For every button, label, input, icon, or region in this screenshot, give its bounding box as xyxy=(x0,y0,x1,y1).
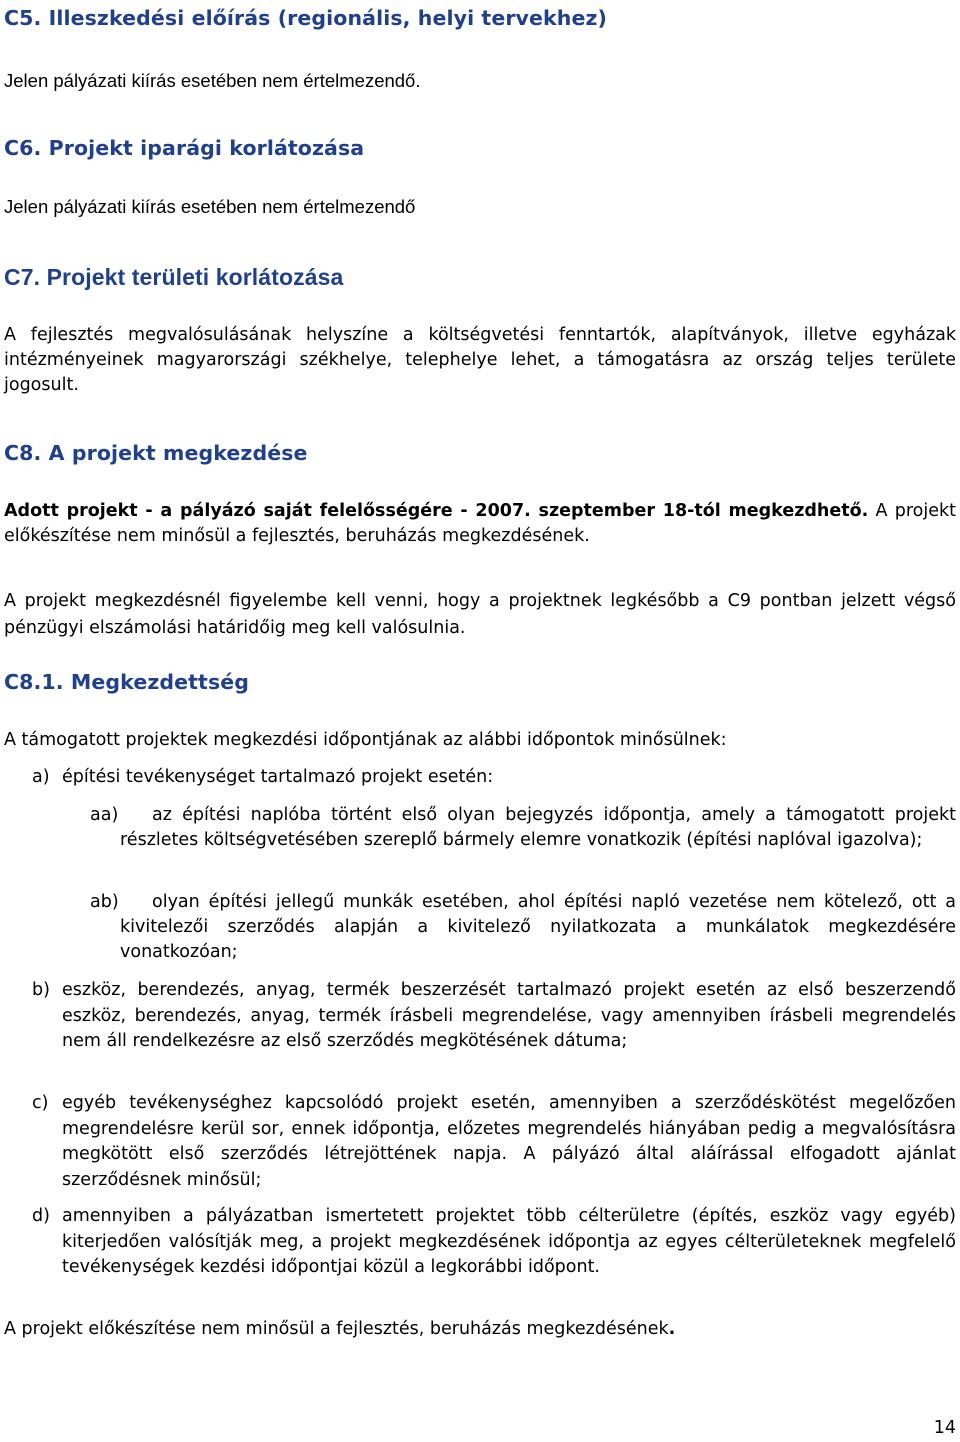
list-label: c) xyxy=(32,1093,49,1113)
c8-rest-statement: A projekt előkészítése nem minősül a fejlesztés, beruházás megkezdésének. xyxy=(4,501,956,546)
list-label: b) xyxy=(32,980,50,1000)
c81-closing xyxy=(4,1317,956,1342)
list-item-a xyxy=(32,765,956,790)
c81-intro: A támogatott projektek megkezdési időpontjának az alábbi időpontok minősülnek: xyxy=(4,730,727,750)
heading-c7: C7. Projekt területi korlátozása xyxy=(4,264,344,290)
list-text: az építési naplóba történt első olyan bejegyzés időpontja, amely a támogatott projekt részletes költségvetésében szereplő bármely elemre vonatkozik (építési naplóval igazolva); xyxy=(120,805,956,850)
list-text: amennyiben a pályázatban ismertetett projektet több célterületre (építés, eszköz vagy egyéb) kiterjedően valósítják meg, a projekt megkezdésének időpontja az egyes célterületeknek megfelelő tevékenységek kezdési időpontjai közül a legkorábbi időpont. xyxy=(62,1206,956,1277)
list-text: építési tevékenységet tartalmazó projekt esetén: xyxy=(62,767,494,787)
c81-closing-text: A projekt előkészítése nem minősül a fejlesztés, beruházás megkezdésének xyxy=(4,1319,669,1339)
c8-bold-statement: Adott projekt - a pályázó saját felelősségére - 2007. szeptember 18-tól megkezdhető. xyxy=(4,501,869,521)
c81-closing-dot: . xyxy=(668,1319,676,1339)
c8-text2: A projekt megkezdésnél figyelembe kell venni, hogy a projektnek legkésőbb a C9 pontban jelzett végső pénzügyi elszámolási határidőig meg kell valósulnia. xyxy=(4,591,956,638)
heading-c8: C8. A projekt megkezdése xyxy=(4,441,308,465)
heading-c5: C5. Illeszkedési előírás (regionális, helyi tervekhez) xyxy=(4,6,607,30)
list-item-aa xyxy=(90,803,956,853)
list-text: olyan építési jellegű munkák esetében, ahol építési napló vezetése nem kötelező, ott a kivitelezői szerződés alapján a kivitelező nyilatkozata a munkálatok megkezdésére vonatkozóan; xyxy=(120,892,956,962)
list-item-b xyxy=(32,978,956,1055)
list-text: eszköz, berendezés, anyag, termék beszerzését tartalmazó projekt esetén az első beszerzendő eszköz, berendezés, anyag, termék írásbeli megrendelése, vagy amennyiben írásbeli megrendelés nem áll rendelkezésre az első szerződés megkötésének dátuma; xyxy=(62,980,956,1051)
list-item-d xyxy=(32,1204,956,1281)
list-label: a) xyxy=(32,767,50,787)
list-label: d) xyxy=(32,1206,50,1226)
list-text: egyéb tevékenységhez kapcsolódó projekt esetén, amennyiben a szerződéskötést megelőzően megrendelésre kerül sor, ennek időpontja, előzetes megrendelés hiányában pedig a megvalósításra megkötött első szerződés létrejöttének napja. A pályázó által aláírással elfogadott ajánlat szerződésnek minősül; xyxy=(62,1093,956,1190)
heading-c6: C6. Projekt iparági korlátozása xyxy=(4,136,365,160)
c8-paragraph xyxy=(4,499,956,549)
c6-text: Jelen pályázati kiírás esetében nem értelmezendő xyxy=(4,196,416,217)
list-item-c xyxy=(32,1091,956,1193)
list-item-ab xyxy=(90,890,956,965)
page-number: 14 xyxy=(933,1418,956,1438)
list-label: aa) xyxy=(90,805,119,825)
list-label: ab) xyxy=(90,892,119,912)
heading-c81: C8.1. Megkezdettség xyxy=(4,670,250,694)
c7-text: A fejlesztés megvalósulásának helyszíne a költségvetési fenntartók, alapítványok, illetve egyházak intézményeinek magyarországi székhelye, telephelye lehet, a támogatásra az ország teljes területe jogosult. xyxy=(4,325,956,395)
c5-text: Jelen pályázati kiírás esetében nem értelmezendő. xyxy=(4,70,421,91)
